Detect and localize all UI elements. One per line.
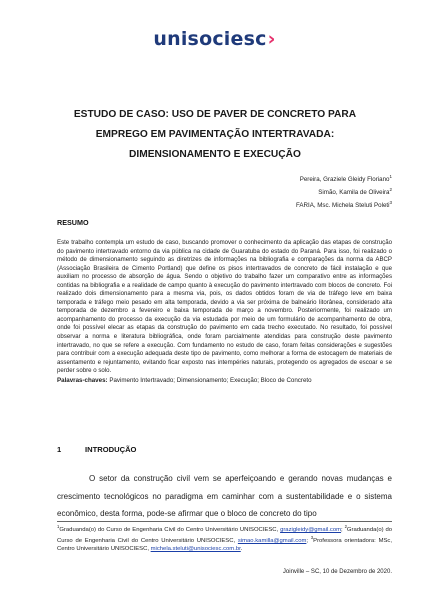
author-3: FARIA, Msc. Michela Steluti Poleti$^3$ (295, 200, 392, 210)
author-1: Pereira, Graziele Gleidy Floriano$^1$ (299, 174, 392, 184)
title-line-3: DIMENSIONAMENTO E EXECUÇÃO (129, 149, 301, 160)
footnote-email-link[interactable]: grazigleidy@gmail.com (280, 526, 342, 533)
abstract-text: Este trabalho contempla um estudo de caso, buscando promover o conhecimento da aplicação das etapas de construção do pavimento intertravado entorno da via pública na cidade de Guaratuba do estado do Paraná. Para isso, foi realizado o método de dimensionamento seguindo as diretrizes de informações na bibliografia e comparações da norma da ABCP (Associação Brasileira de Cimento Portland) que define os pisos intertravados de concreto de fácil instalação e que auxiliam no processo de absorção de água. Sendo o objetivo do trabalho fazer um comparativo entre as informações contidas na bibliografia e a realidade de campo quanto à execução do pavimento intertravado com blocos de concreto. Foi realizado dois dimensionamento para a mesma via, pois, os dados obtidos foram de via de tráfego leve em baixa temporada e tráfego meio pesado em alta temporada, devido a via ser próxima de balneário litorânea, considerado alta temporada de dezembro a fevereiro e baixa temporada de março a novembro. Posteriormente, foi realizado um acompanhamento do processo da execução da via estudada por meio de um formulário de acompanhamento de obra, onde foi possível elecar as etapas da construção do pavimento em cada trecho executado. No resultado, foi possível observar a norma e literatura bibliográfica, onde foram parcialmente atendidas para construção deste pavimento intertravado, no que se refere a execução. Com fundamento no estudo de caso, foram feitas considerações e sugestões para contribuir com a execução adequada deste tipo de pavimento, como melhorar a forma de estocagem de materiais de assentamento e rejuntamento, evitando ficar exposto nas intempéries naturais, protegendo os agregados de escoar e se perder sobre o solo. (57, 239, 392, 375)
section-number: 1 (57, 445, 62, 454)
intro-heading (57, 445, 136, 454)
footnote-email-link[interactable]: simao.kamilla@gmail.com (237, 538, 307, 545)
title-line-1: ESTUDO DE CASO: USO DE PAVER DE CONCRETO PARA (73, 109, 357, 120)
unisociesc-logo (0, 28, 429, 50)
abstract-heading: RESUMO (57, 218, 89, 227)
author-list (296, 172, 392, 211)
intro-paragraph: O setor da construção civil vem se aperfeiçoando e gerando novas mudanças e crescimento tecnológicos no paradigma em caminhar com a sustentabilidade e o sistema econômico, desta forma, pode-se afirmar que o bloco de concreto do tipo (57, 474, 392, 518)
footnote-email-link[interactable]: michela.steluti@unisociesc.com.br (150, 546, 241, 553)
keywords-label: Palavras-chaves: (57, 377, 108, 384)
dateline: Joinville – SC, 10 de Dezembro de 2020. (282, 569, 392, 575)
logo-chevron-icon: › (267, 28, 276, 50)
keywords-text: Pavimento Intertravado; Dimensionamento; Execução; Bloco de Concreto (109, 377, 312, 384)
paper-title (40, 105, 390, 165)
author-2: Simão, Kamila de Oliveira$^2$ (318, 187, 392, 197)
title-line-2: EMPREGO EM PAVIMENTAÇÃO INTERTRAVADA: (95, 129, 335, 140)
footnotes: $^1$Graduanda(o) do Curso de Engenharia Civil do Centro Universitário UNISOCIESC, grazigleidy@gmail.com; $^2$Graduanda(o) do Curso de Engenharia Civil do Centro Universitário UNISOCIESC, simao.kamilla@gmail.com; $^3$Professora orientadora: MSc, Centro Universitário UNISOCIESC, michela.steluti@unisociesc.com.br. (57, 521, 392, 554)
section-title: INTRODUÇÃO (85, 445, 137, 454)
logo-text: unisociesc (153, 28, 267, 50)
keywords (57, 377, 397, 384)
